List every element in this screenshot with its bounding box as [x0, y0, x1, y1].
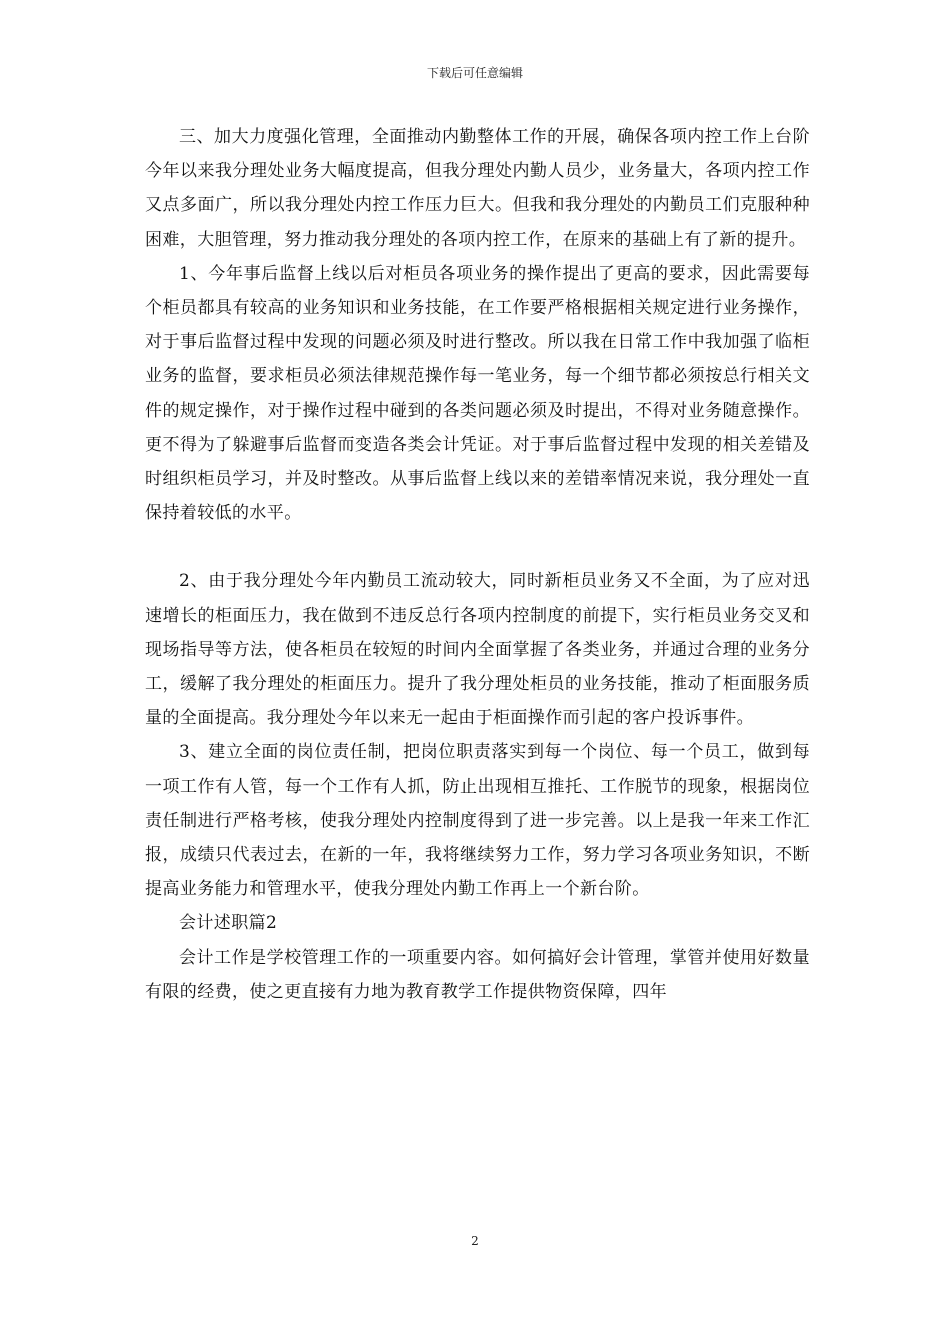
- section-heading: 会计述职篇2: [179, 913, 278, 934]
- paragraph-section-three: 三、加大力度强化管理，全面推动内勤整体工作的开展，确保各项内控工作上台阶今年以来我分理处业务大幅度提高，但我分理处内勤人员少，业务量大，各项内控工作又点多面广，所以我分理处内控工作压力巨大。但我和我分理处的内勤员工们克服种种困难，大胆管理，努力推动我分理处的各项内控工作，在原来的基础上有了新的提升。: [145, 127, 810, 250]
- paragraph-item-one: 1、今年事后监督上线以后对柜员各项业务的操作提出了更高的要求，因此需要每个柜员都具有较高的业务知识和业务技能，在工作要严格根据相关规定进行业务操作，对于事后监督过程中发现的问题必须及时进行整改。所以我在日常工作中我加强了临柜业务的监督，要求柜员必须法律规范操作每一笔业务，每一个细节都必须按总行相关文件的规定操作，对于操作过程中碰到的各类问题必须及时提出，不得对业务随意操作。更不得为了躲避事后监督而变造各类会计凭证。对于事后监督过程中发现的相关差错及时组织柜员学习，并及时整改。从事后监督上线以来的差错率情况来说，我分理处一直保持着较低的水平。: [145, 263, 810, 524]
- document-body: [145, 120, 810, 1009]
- paragraph-item-two: 2、由于我分理处今年内勤员工流动较大，同时新柜员业务又不全面，为了应对迅速增长的柜面压力，我在做到不违反总行各项内控制度的前提下，实行柜员业务交叉和现场指导等方法，使各柜员在较短的时间内全面掌握了各类业务，并通过合理的业务分工，缓解了我分理处的柜面压力。提升了我分理处柜员的业务技能，推动了柜面服务质量的全面提高。我分理处今年以来无一起由于柜面操作而引起的客户投诉事件。: [145, 571, 810, 729]
- page-header: 下载后可任意编辑: [426, 66, 523, 80]
- paragraph-item-three: 3、建立全面的岗位责任制，把岗位职责落实到每一个岗位、每一个员工，做到每一项工作有人管，每一个工作有人抓，防止出现相互推托、工作脱节的现象，根据岗位责任制进行严格考核，使我分理处内控制度得到了进一步完善。以上是我一年来工作汇报，成绩只代表过去，在新的一年，我将继续努力工作，努力学习各项业务知识，不断提高业务能力和管理水平，使我分理处内勤工作再上一个新台阶。: [145, 742, 810, 900]
- paragraph-intro: 会计工作是学校管理工作的一项重要内容。如何搞好会计管理，掌管并使用好数量有限的经费，使之更直接有力地为教育教学工作提供物资保障，四年: [145, 947, 810, 1002]
- page-number: 2: [471, 1234, 479, 1248]
